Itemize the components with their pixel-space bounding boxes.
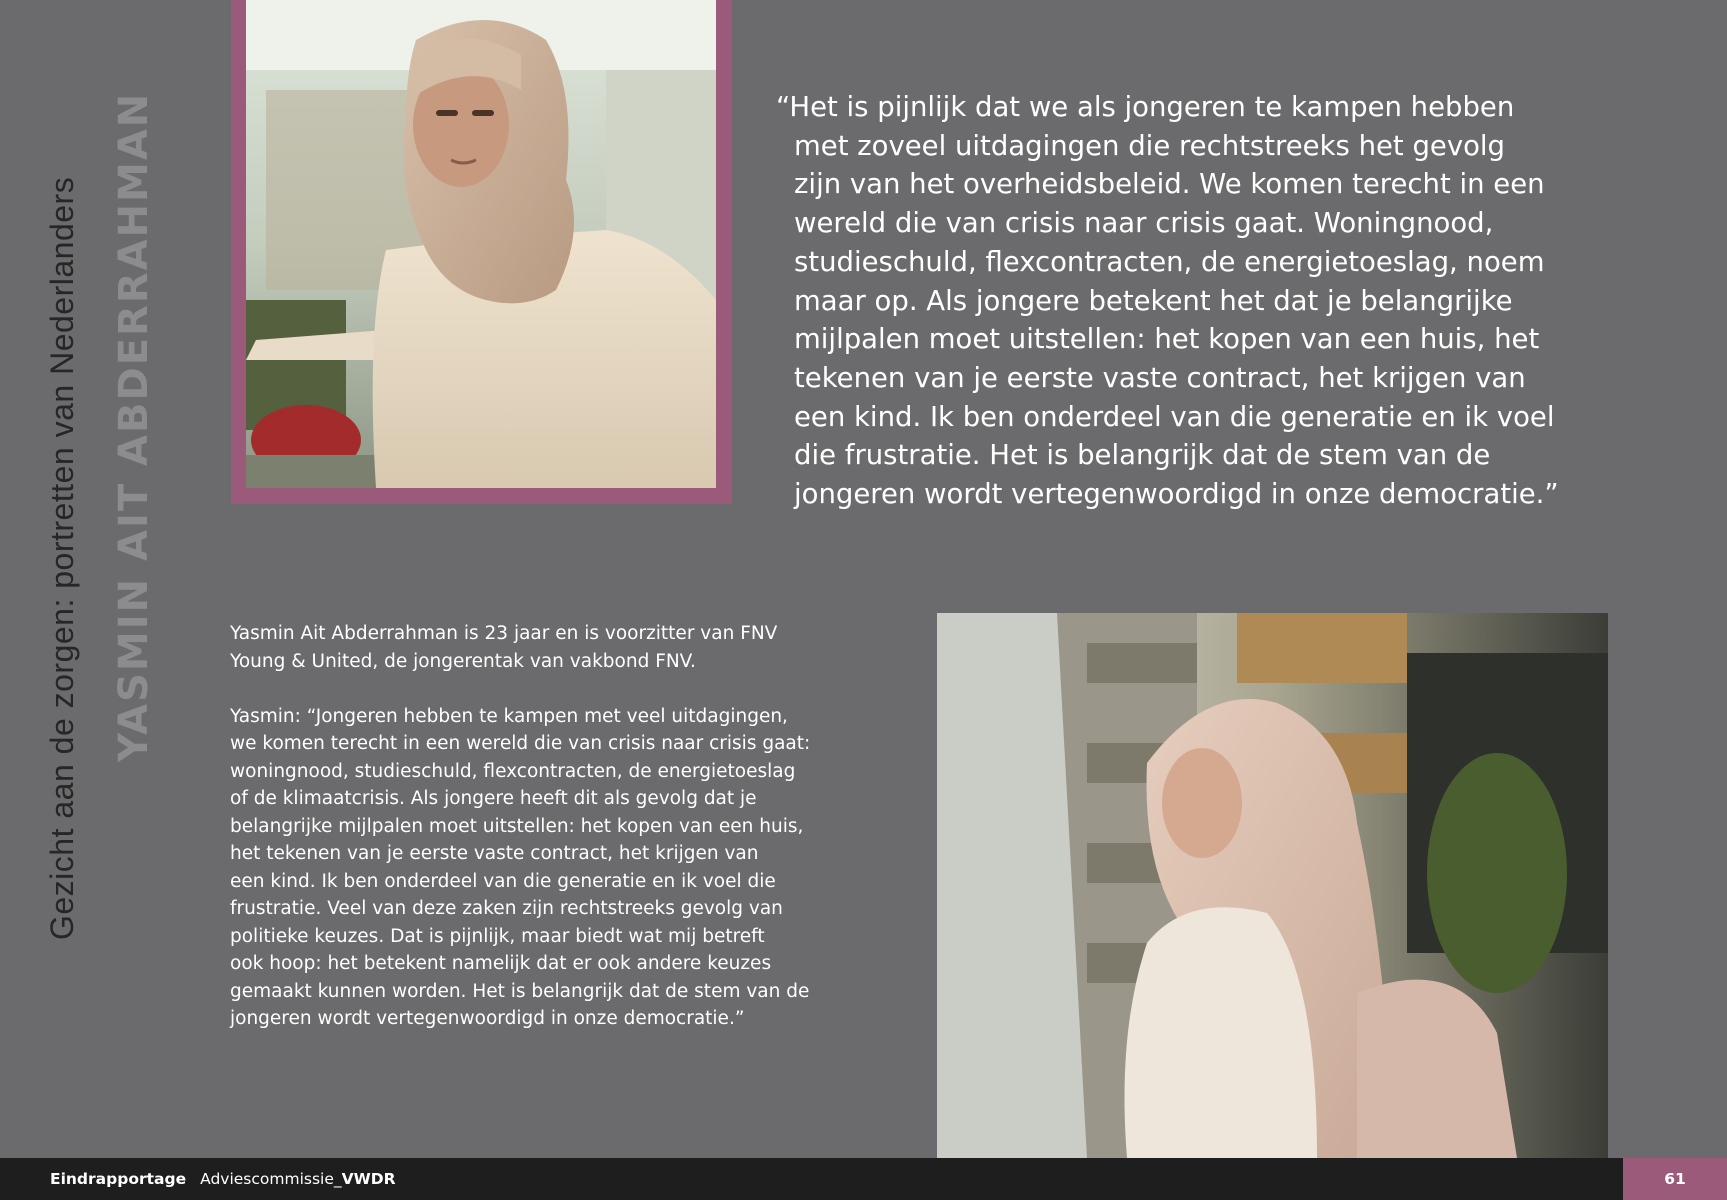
biography-text — [230, 620, 850, 1033]
quote-line: een kind. Ik ben onderdeel van die generatie en ik voel — [794, 400, 1555, 433]
section-subtitle: Gezicht aan de zorgen: portretten van Nederlanders — [44, 176, 80, 940]
page-number: 61 — [1623, 1158, 1727, 1200]
bio-line: Young & United, de jongerentak van vakbond FNV. — [230, 650, 696, 672]
quote-line: die frustratie. Het is belangrijk dat de stem van de — [794, 439, 1491, 472]
bio-line: het tekenen van je eerste vaste contract, het krijgen van — [230, 843, 759, 864]
quote-line: mijlpalen moet uitstellen: het kopen van een huis, het — [794, 323, 1540, 356]
quote-line: studieschuld, flexcontracten, de energietoeslag, noem — [794, 245, 1545, 278]
bio-line: ook hoop: het betekent namelijk dat er ook andere keuzes — [230, 953, 772, 974]
bio-line: frustratie. Veel van deze zaken zijn rechtstreeks gevolg van — [230, 898, 783, 919]
quote-line: wereld die van crisis naar crisis gaat. Woningnood, — [794, 207, 1494, 240]
quote-line: “Het is pijnlijk dat we als jongeren te kampen hebben — [776, 91, 1515, 123]
quote-line: maar op. Als jongere betekent het dat je belangrijke — [794, 284, 1513, 317]
page-footer — [0, 1158, 1727, 1200]
quote-line: met zoveel uitdagingen die rechtstreeks het gevolg — [794, 129, 1506, 162]
quote-line: jongeren wordt vertegenwoordigd in onze democratie.” — [794, 478, 1559, 511]
portrait-name-heading: YASMIN AIT ABDERRAHMAN — [111, 91, 157, 762]
bio-line: Yasmin Ait Abderrahman is 23 jaar en is voorzitter van FNV — [230, 623, 778, 644]
footer-org-suffix: VWDR — [341, 1170, 396, 1188]
bio-line: een kind. Ik ben onderdeel van die generatie en ik voel die — [230, 870, 776, 892]
footer-text — [50, 1158, 396, 1200]
bio-line: belangrijke mijlpalen moet uitstellen: het kopen van een huis, — [230, 815, 804, 837]
quote-line: tekenen van je eerste vaste contract, het krijgen van — [794, 361, 1526, 394]
footer-brand: Eindrapportage — [50, 1170, 187, 1188]
bio-line: woningnood, studieschuld, flexcontracten, de energietoeslag — [230, 760, 796, 782]
quote-line: zijn van het overheidsbeleid. We komen terecht in een — [794, 168, 1545, 201]
pull-quote — [776, 88, 1636, 514]
bio-line: jongeren wordt vertegenwoordigd in onze democratie.” — [230, 1008, 745, 1029]
portrait-photo-atrium — [937, 613, 1608, 1158]
bio-line: of de klimaatcrisis. Als jongere heeft dit als gevolg dat je — [230, 788, 757, 809]
bio-line: Yasmin: “Jongeren hebben te kampen met veel uitdagingen, — [230, 705, 788, 727]
bio-line: politieke keuzes. Dat is pijnlijk, maar biedt wat mij betreft — [230, 925, 765, 947]
bio-line: we komen terecht in een wereld die van crisis naar crisis gaat: — [230, 733, 811, 754]
footer-org-prefix: Adviescommissie_ — [200, 1170, 342, 1188]
bio-line: gemaakt kunnen worden. Het is belangrijk dat de stem van de — [230, 980, 810, 1002]
portrait-photo-office — [246, 0, 716, 488]
